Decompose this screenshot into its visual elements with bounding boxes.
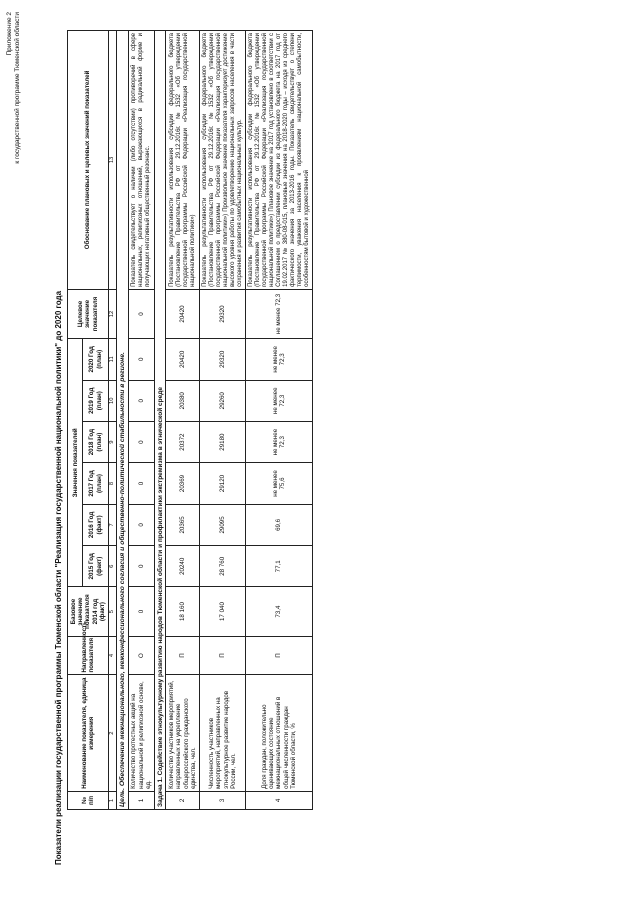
- row-target: 20420: [166, 289, 200, 338]
- appendix-note: [6, 12, 22, 164]
- appendix-line-1: Приложение 2: [6, 12, 13, 56]
- row-2020: не менее 72,3: [246, 339, 313, 380]
- row-2015: 20240: [166, 546, 200, 587]
- row-2016: 29095: [200, 504, 246, 545]
- row-target: не менее 72,3: [246, 289, 313, 338]
- row-2017: не менее 75,6: [246, 463, 313, 504]
- row-2015: 77,1: [246, 546, 313, 587]
- row-base: 73,4: [246, 587, 313, 636]
- goal-row: [117, 31, 128, 810]
- task-1-text: Задача 1. Содействие этнокультурному развитию народов Тюменской области и профилактики экстремизма в этнической среде: [155, 31, 166, 810]
- column-number: 12: [109, 289, 117, 338]
- row-justification: Показатель свидетельствует о наличии (либо отсутствии) противоречий в сфере национальных, религиозных отношений, выражающихся в радикальной форме и получающих негативный общественный резонанс.: [128, 31, 154, 290]
- row-2018: 29180: [200, 421, 246, 462]
- row-2016: 69,6: [246, 504, 313, 545]
- header-2015: 2015 Год (факт): [83, 546, 109, 587]
- row-base: 0: [128, 587, 154, 636]
- row-2018: 20372: [166, 421, 200, 462]
- table-row: [246, 31, 313, 810]
- row-2017: 0: [128, 463, 154, 504]
- header-justification: Обоснование плановых и целевых значений показателей: [68, 31, 109, 290]
- table-row: [128, 31, 154, 810]
- document-title: Показатели реализации государственной программы Тюменской области "Реализация государственной национальной политики" до 2020 года: [54, 290, 63, 865]
- row-2019: 20380: [166, 380, 200, 421]
- column-number: 5: [109, 587, 117, 636]
- column-number: 6: [109, 546, 117, 587]
- header-2017: 2017 Год (план): [83, 463, 109, 504]
- row-name: Численность участников мероприятий, направленных на этнокультурное развитие народов России, чел.: [200, 675, 246, 791]
- row-2017: 29120: [200, 463, 246, 504]
- row-num: 1: [128, 791, 154, 809]
- column-number: 9: [109, 421, 117, 462]
- row-2015: 28 760: [200, 546, 246, 587]
- table-row: [200, 31, 246, 810]
- goal-text: Цель. Обеспечение межнационального, межконфессионального согласия и общественно-политической стабильности в регионе.: [117, 31, 128, 810]
- column-number: 11: [109, 339, 117, 380]
- column-number: 8: [109, 463, 117, 504]
- table-row: [166, 31, 200, 810]
- row-2017: 20369: [166, 463, 200, 504]
- header-2016: 2016 Год (факт): [83, 504, 109, 545]
- header-2020: 2020 Год (план): [83, 339, 109, 380]
- header-2018: 2018 Год (план): [83, 421, 109, 462]
- row-2015: 0: [128, 546, 154, 587]
- row-target: 29320: [200, 289, 246, 338]
- column-number: 2: [109, 675, 117, 791]
- row-direction: П: [246, 636, 313, 675]
- row-name: Доля граждан, положительно оценивающих состояние межнациональных отношений в общей численности граждан Тюменской области, %: [246, 675, 313, 791]
- row-direction: О: [128, 636, 154, 675]
- row-2020: 20420: [166, 339, 200, 380]
- row-direction: П: [166, 636, 200, 675]
- row-direction: П: [200, 636, 246, 675]
- header-row-1: [68, 31, 83, 810]
- row-2019: 0: [128, 380, 154, 421]
- header-base: Базовое значение показателя 2014 год (факт): [68, 587, 109, 636]
- row-2019: 29260: [200, 380, 246, 421]
- row-justification: Показатель результативности использования субсидии федерального бюджета (Постановление Правительства РФ от 29.12.2016г. №1532 «Об утверждении государственной программы Российской Федерации «Реализация государственной национальной политики»): [166, 31, 200, 290]
- header-num: № п/п: [68, 791, 109, 809]
- row-target: 0: [128, 289, 154, 338]
- row-2020: 0: [128, 339, 154, 380]
- row-2018: 0: [128, 421, 154, 462]
- row-name: Количество протестных акций на национальной и религиозной основе, ед.: [128, 675, 154, 791]
- row-num: 2: [166, 791, 200, 809]
- header-2019: 2019 Год (план): [83, 380, 109, 421]
- appendix-line-2: к государственной программе Тюменской области: [14, 12, 21, 164]
- row-2016: 0: [128, 504, 154, 545]
- column-number: 1: [109, 791, 117, 809]
- column-number: 7: [109, 504, 117, 545]
- column-numbers-row: [109, 31, 117, 810]
- row-2019: не менее 72,3: [246, 380, 313, 421]
- task-row: [155, 31, 166, 810]
- row-name: Количество участников мероприятий, направленных на укрепление общероссийского гражданского единства, чел.: [166, 675, 200, 791]
- row-num: 4: [246, 791, 313, 809]
- indicators-table: [67, 30, 313, 810]
- header-direction: Направленность показателя: [68, 636, 109, 675]
- row-justification: Показатель результативности использования субсидии федерального бюджета (Постановление Правительства РФ от 29.12.2016г. №1532 «Об утверждении государственной программы Российской Федерации «Реализация государственной национальной политики») Плановое значение на 2017 год установлено в соответствии с Соглашением о предоставлении субсидии из федерального бюджета на 2017 год от 19.02.2017 № 380-08-015, плановые значения на 2018-2020 годы – исходя из среднего фактического значения за 2013-2016 годы. Показатель свидетельствует о степени терпимости, уважения населения к проявлениям национальной самобытности, особенностям бытовой и художественной: [246, 31, 313, 290]
- row-2020: 29320: [200, 339, 246, 380]
- header-target: Целевое значение показателя: [68, 289, 109, 338]
- row-base: 17 040: [200, 587, 246, 636]
- column-number: 13: [109, 31, 117, 290]
- header-values-group: Значения показателей: [68, 339, 83, 587]
- row-base: 18 160: [166, 587, 200, 636]
- row-2018: не менее 72,3: [246, 421, 313, 462]
- header-name: Наименование показателя, единица измерения: [68, 675, 109, 791]
- row-2016: 20365: [166, 504, 200, 545]
- row-num: 3: [200, 791, 246, 809]
- row-justification: Показатель результативности использования субсидии федерального бюджета (Постановление Правительства РФ от 29.12.2016г. №1532 «Об утверждении государственной программы Российской Федерации «Реализация государственной национальной политики») Произвольное значение показателя характеризует достижение высокого уровня работы по удовлетворению национальных запросов населения в части сохранения и развития самобытных национальных культур.: [200, 31, 246, 290]
- column-number: 10: [109, 380, 117, 421]
- column-number: 4: [109, 636, 117, 675]
